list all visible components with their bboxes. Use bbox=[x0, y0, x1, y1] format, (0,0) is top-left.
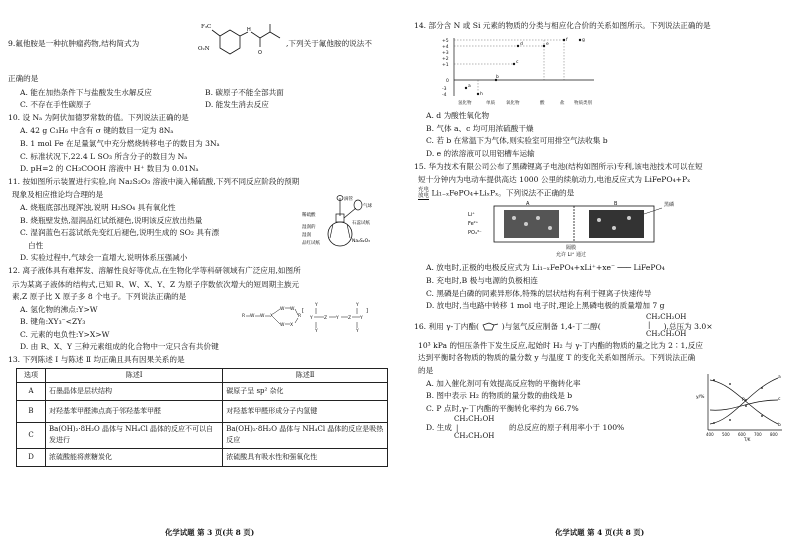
q13-table-header bbox=[17, 368, 388, 382]
svg-text:a: a bbox=[778, 374, 781, 380]
svg-text:Y: Y bbox=[336, 315, 339, 321]
q11-stem: 11. 按如图所示装置进行实验,向 Na₂S₂O₃ 溶液中滴入稀硫酸,下列不同反应阶段的预期 bbox=[8, 176, 300, 186]
q15-stem2: 短十分钟内为电动车提供高达 1000 公里的续航动力,电池反应式为 LiFePO₄+Pₓ bbox=[418, 175, 691, 185]
q12-body bbox=[8, 304, 390, 354]
q9-options-row2 bbox=[8, 99, 390, 112]
q13-row-s2: Ba(OH)₂·8H₂O 晶体与 NH₄Cl 晶体的反应是吸热反应 bbox=[223, 422, 388, 448]
svg-text:T/K: T/K bbox=[744, 436, 751, 442]
svg-text:800: 800 bbox=[770, 431, 778, 437]
svg-text:R: R bbox=[298, 313, 302, 319]
svg-text:W: W bbox=[280, 322, 285, 328]
q16-option-c: C. P 点时,γ-丁内酯的平衡转化率约为 66.7% bbox=[426, 403, 579, 413]
svg-text:Z: Z bbox=[324, 315, 328, 321]
svg-text:A: A bbox=[526, 200, 530, 207]
diol-structure: CH₂CH₂OH | CH₂CH₂OH bbox=[646, 312, 687, 338]
svg-text:稀硫酸: 稀硫酸 bbox=[302, 212, 316, 218]
q9-option-a: A. 能在加热条件下与盐酸发生水解反应 bbox=[20, 87, 152, 97]
svg-text:-3: -3 bbox=[442, 86, 447, 92]
q10-option-a: A. 42 g C₃H₆ 中含有 σ 键的数目一定为 8Nₐ bbox=[20, 126, 174, 136]
q10-option-c: C. 标准状况下,22.4 L SO₃ 所含分子的数目为 Nₐ bbox=[20, 151, 188, 161]
svg-text:Z: Z bbox=[348, 315, 352, 321]
svg-text:500: 500 bbox=[722, 431, 730, 437]
svg-text:黑磷: 黑磷 bbox=[664, 201, 675, 208]
butyrolactone-icon bbox=[481, 322, 499, 332]
q11-option-d: D. 实验过程中,气球会一直增大,说明体系压强减小 bbox=[20, 253, 188, 263]
q16-stem4: 的是 bbox=[418, 366, 434, 375]
svg-text:+1: +1 bbox=[442, 62, 449, 68]
svg-text:[: [ bbox=[302, 307, 304, 314]
table-row bbox=[17, 448, 388, 466]
q14-stem: 14. 部分含 N 或 Si 元素的物质的分类与相应化合价的关系如图所示。下列说法正确的是 bbox=[414, 21, 711, 30]
svg-text:]: ] bbox=[366, 307, 368, 314]
q9-stem: 9.氟他胺是一种抗肿瘤药物,结构简式为 bbox=[8, 39, 140, 48]
q9-stem2: 正确的是 bbox=[8, 74, 39, 83]
page-footer-left: 化学试题 第 3 页(共 8 页) bbox=[165, 528, 255, 537]
q11-body bbox=[8, 196, 390, 265]
question-9 bbox=[8, 20, 390, 68]
q12-option-b: B. 键角:XY₃⁻<ZY₃ bbox=[20, 317, 86, 327]
q14-x-axis-labels bbox=[458, 99, 592, 106]
q14-option-b: B. 气体 a、c 均可用浓硫酸干燥 bbox=[426, 123, 534, 133]
svg-text:b: b bbox=[778, 422, 781, 428]
q14-option-d: D. e 的浓溶液可以用铝槽车运输 bbox=[426, 148, 535, 158]
table-row bbox=[17, 382, 388, 400]
q13-row-s2: 对羟基苯甲醛形成分子内氢键 bbox=[223, 400, 388, 422]
q11-option-c: C. 湿润蓝色石蕊试纸先变红后褪色,说明生成的 SO₂ 具有漂 bbox=[20, 228, 220, 238]
svg-text:b: b bbox=[496, 74, 499, 80]
diol-structure-d: CH₂CH₂OH | CH₂CH₂OH bbox=[454, 415, 495, 441]
svg-text:盐: 盐 bbox=[560, 100, 565, 106]
q11-apparatus-figure bbox=[300, 194, 388, 256]
q12-option-a: A. 氢化物的沸点:Y>W bbox=[20, 304, 98, 314]
q16-option-d: D. 生成 CH₂CH₂OH | CH₂CH₂OH 的总反应的原子利用率小于 100% bbox=[426, 415, 625, 441]
q15-option-b: B. 充电时,B 极与电源的负极相连 bbox=[426, 276, 538, 286]
q11-option-c-cont: 白性 bbox=[28, 240, 44, 250]
q11-option-a: A. 烧瓶底部出现浑浊,说明 H₂SO₄ 具有氧化性 bbox=[20, 202, 176, 212]
svg-text:Na₂S₂O₃: Na₂S₂O₃ bbox=[352, 238, 370, 244]
svg-text:H: H bbox=[247, 27, 251, 33]
q16-option-a: A. 加入催化剂可有效提高反应物的平衡转化率 bbox=[426, 378, 581, 388]
ionic-liquid-structure bbox=[240, 300, 385, 340]
flutamide-structure bbox=[198, 20, 284, 60]
svg-text:物质类别: 物质类别 bbox=[574, 100, 592, 106]
svg-text:g: g bbox=[582, 37, 585, 43]
q15-charge-arrow: 充电 放电 bbox=[418, 186, 430, 199]
q16-body bbox=[414, 340, 786, 442]
q12-stem: 12. 离子液体具有难挥发、溶解性良好等优点,在生物化学等科研领域有广泛应用,如图所 bbox=[8, 265, 301, 275]
svg-text:氢化物: 氢化物 bbox=[458, 100, 472, 106]
q13-row-s2: 浓硫酸具有吸水性和强氧化性 bbox=[223, 448, 388, 466]
svg-text:+2: +2 bbox=[442, 56, 449, 62]
q13-row-option: A bbox=[17, 382, 46, 400]
svg-text:+5: +5 bbox=[442, 38, 449, 44]
svg-text:Y: Y bbox=[360, 315, 363, 321]
table-row bbox=[17, 422, 388, 448]
svg-text:-4: -4 bbox=[442, 92, 447, 98]
q13-row-s1: 石墨晶体是层状结构 bbox=[46, 382, 223, 400]
q15-option-d: D. 放电时,当电路中转移 1 mol 电子时,理论上黑磷电极的质量增加 7 g bbox=[426, 301, 665, 311]
svg-text:f: f bbox=[566, 37, 568, 43]
q13-stem: 13. 下列陈述 Ⅰ 与陈述 Ⅱ 均正确且具有因果关系的是 bbox=[8, 355, 185, 365]
svg-text:d: d bbox=[520, 41, 523, 47]
svg-text:气球: 气球 bbox=[363, 203, 372, 209]
q15-option-a: A. 放电时,正极的电极反应式为 Li₁₋ₓFePO₄+xLi⁺+xe⁻ ─── LiFePO₄ bbox=[426, 263, 665, 273]
svg-text:B: B bbox=[614, 200, 618, 207]
q10-option-d: D. pH=2 的 CH₃COOH 溶液中 H⁺ 数目为 0.01Nₐ bbox=[20, 164, 199, 174]
no2-label: O₂N bbox=[198, 46, 210, 52]
q13-row-s1: 对羟基苯甲醛沸点高于邻羟基苯甲醛 bbox=[46, 400, 223, 422]
q13-header-option: 选项 bbox=[17, 368, 46, 382]
svg-text:Y: Y bbox=[356, 328, 359, 334]
q9-option-c: C. 不存在手性碳原子 bbox=[20, 100, 92, 110]
q15-stem3: 充电 放电 Li₁₋ₓFePO₄+LiₓPₓ。下列说法不正确的是 bbox=[418, 186, 575, 199]
svg-text:PO₄³⁻: PO₄³⁻ bbox=[468, 229, 482, 236]
q15-option-c: C. 黑磷是白磷的同素异形体,特殊的层状结构有利于锂离子快速传导 bbox=[426, 288, 652, 298]
page-footer-right: 化学试题 第 4 页(共 8 页) bbox=[555, 528, 645, 537]
svg-text:600: 600 bbox=[738, 431, 746, 437]
q10-stem: 10. 设 Nₐ 为阿伏加德罗常数的值。下列说法正确的是 bbox=[8, 112, 189, 122]
q12-option-c: C. 元素的电负性:Y>X>W bbox=[20, 329, 110, 339]
q16-stem2: 10³ kPa 的恒压条件下发生反应,起始时 H₂ 与 γ-丁内酯的物质的量之比为 2∶1,反应 bbox=[418, 340, 703, 350]
q14-option-c: C. 若 b 在常温下为气体,则实验室可用排空气法收集 b bbox=[426, 136, 608, 146]
svg-text:Y: Y bbox=[356, 302, 359, 308]
svg-text:Y: Y bbox=[310, 315, 313, 321]
svg-text:h: h bbox=[480, 91, 483, 97]
svg-text:c: c bbox=[778, 396, 781, 402]
svg-text:700: 700 bbox=[754, 431, 762, 437]
svg-text:湿润: 湿润 bbox=[302, 232, 311, 238]
svg-text:400: 400 bbox=[706, 431, 714, 437]
q14-y-ticks bbox=[442, 38, 449, 98]
q13-row-option: C bbox=[17, 422, 46, 448]
svg-text:Y: Y bbox=[315, 302, 318, 308]
svg-text:隔膜: 隔膜 bbox=[566, 244, 577, 251]
svg-text:W: W bbox=[280, 306, 285, 312]
table-row bbox=[17, 400, 388, 422]
q14-points bbox=[465, 37, 585, 97]
q16-stem: 16. 利用 γ-丁内酯( )与氢气反应制备 1,4-丁二醇( ),总压为 3.0× CH₂CH₂OH | CH₂CH₂OH bbox=[414, 312, 713, 338]
svg-text:酸: 酸 bbox=[540, 100, 545, 106]
svg-text:e: e bbox=[546, 41, 549, 47]
svg-text:0: 0 bbox=[446, 78, 449, 84]
svg-text:X: X bbox=[290, 322, 294, 328]
q11-option-b: B. 烧瓶壁发热,湿润品红试纸褪色,说明该反应放出热量 bbox=[20, 215, 203, 225]
q9-options-row1 bbox=[8, 87, 390, 100]
q12-option-d: D. 由 R、X、Y 三种元素组成的化合物中一定只含有共价键 bbox=[20, 342, 219, 352]
q13-table bbox=[16, 368, 388, 467]
svg-text:P: P bbox=[742, 397, 745, 403]
q14-valence-chart bbox=[434, 34, 614, 106]
svg-text:Fe²⁺: Fe²⁺ bbox=[468, 220, 479, 227]
svg-text:R: R bbox=[242, 313, 246, 319]
q13-row-option: B bbox=[17, 400, 46, 422]
q16-ylabel: y/% bbox=[696, 394, 705, 400]
svg-text:允许 Li⁺ 通过: 允许 Li⁺ 通过 bbox=[556, 251, 586, 258]
svg-text:W: W bbox=[250, 313, 255, 319]
q14-option-a: A. d 为酸性氧化物 bbox=[426, 111, 490, 121]
svg-text:单质: 单质 bbox=[486, 100, 495, 106]
svg-text:a: a bbox=[468, 83, 471, 89]
svg-text:品红试纸: 品红试纸 bbox=[302, 240, 320, 246]
cf3-label: F₃C bbox=[201, 24, 212, 30]
right-column bbox=[414, 20, 786, 441]
q13-header-s2: 陈述Ⅱ bbox=[223, 368, 388, 382]
q13-row-s1: 浓硫酸能将蔗糖炭化 bbox=[46, 448, 223, 466]
q16-stem3: 达到平衡时各物质的物质的量分数 y 与温度 T 的变化关系如图所示。下列说法正确 bbox=[418, 353, 696, 363]
q12-stem3: 素,Z 原子比 X 原子多 8 个电子。下列说法正确的是 bbox=[12, 292, 187, 302]
svg-text:湿润的: 湿润的 bbox=[302, 224, 316, 230]
q11-stem2: 现象及相应推论均合理的是 bbox=[12, 190, 104, 200]
q16-xticks bbox=[706, 432, 778, 442]
left-column bbox=[8, 20, 390, 467]
svg-text:W: W bbox=[290, 306, 295, 312]
q13-row-option: D bbox=[17, 448, 46, 466]
svg-text:+4: +4 bbox=[442, 44, 449, 50]
svg-text:Li⁺: Li⁺ bbox=[468, 211, 475, 218]
q10-option-b: B. 1 mol Fe 在足量氯气中充分燃烧转移电子的数目为 3Nₐ bbox=[20, 138, 220, 148]
svg-text:Y: Y bbox=[315, 328, 318, 334]
svg-text:W: W bbox=[260, 313, 265, 319]
q16-mole-fraction-chart bbox=[694, 370, 786, 442]
q15-stem: 15. 华为技术有限公司公布了黑磷锂离子电池(结构如图所示)专利,该电池技术可以在短 bbox=[414, 161, 703, 171]
q9-stem-tail: ,下列关于氟他胺的说法不 bbox=[286, 39, 372, 48]
svg-text:滴管: 滴管 bbox=[344, 196, 353, 202]
svg-text:c: c bbox=[516, 59, 519, 65]
svg-text:O: O bbox=[258, 50, 262, 56]
q16-option-b: B. 图中表示 H₂ 的物质的量分数的曲线是 b bbox=[426, 391, 573, 401]
q13-header-s1: 陈述Ⅰ bbox=[46, 368, 223, 382]
q15-battery-figure bbox=[464, 200, 704, 258]
q9-option-b: B. 碳原子不能全部共面 bbox=[205, 87, 284, 97]
q12-stem2: 示为某离子液体的结构式,已知 R、W、X、Y、Z 为原子序数依次增大的短周期主族元 bbox=[12, 279, 300, 289]
q13-row-s1: Ba(OH)₂·8H₂O 晶体与 NH₄Cl 晶体的反应不可以自发进行 bbox=[46, 422, 223, 448]
svg-text:氧化物: 氧化物 bbox=[506, 100, 520, 106]
svg-text:+3: +3 bbox=[442, 50, 449, 56]
svg-text:X: X bbox=[270, 313, 274, 319]
svg-text:石蕊试纸: 石蕊试纸 bbox=[352, 220, 370, 226]
q9-option-d: D. 能发生消去反应 bbox=[205, 100, 269, 110]
q13-row-s2: 碳原子呈 sp² 杂化 bbox=[223, 382, 388, 400]
